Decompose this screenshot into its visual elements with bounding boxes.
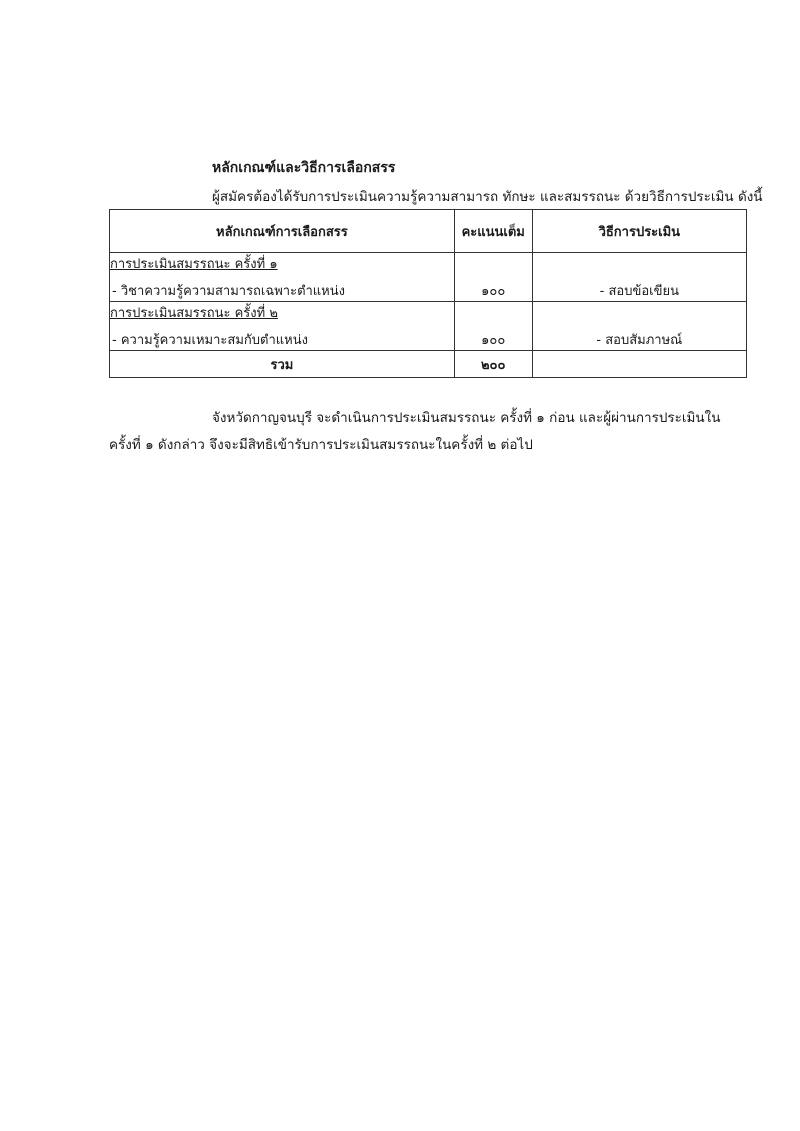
note-paragraph: [109, 405, 749, 459]
criteria-cell: [110, 253, 455, 302]
criteria-table: [109, 209, 747, 378]
header-method: วิธีการประเมิน: [532, 210, 746, 253]
total-score: ๒๐๐: [454, 351, 532, 378]
paragraph-line-2: ครั้งที่ ๑ ดังกล่าว จึงจะมีสิทธิเข้ารับการประเมินสมรรถนะในครั้งที่ ๒ ต่อไป: [109, 437, 533, 453]
header-score: คะแนนเต็ม: [454, 210, 532, 253]
method-cell: - สอบสัมภาษณ์: [532, 302, 746, 351]
criteria-cell: [110, 302, 455, 351]
round-title: การประเมินสมรรถนะ ครั้งที่ ๑: [110, 257, 278, 272]
method-cell: - สอบข้อเขียน: [532, 253, 746, 302]
round-title: การประเมินสมรรถนะ ครั้งที่ ๒: [110, 306, 278, 321]
table-total-row: [110, 351, 747, 378]
section-heading: หลักเกณฑ์และวิธีการเลือกสรร: [212, 160, 396, 176]
score-cell: ๑๐๐: [454, 302, 532, 351]
total-empty-cell: [532, 351, 746, 378]
round-item: - วิชาความรู้ความสามารถเฉพาะตำแหน่ง: [112, 284, 345, 299]
table-header-row: [110, 210, 747, 253]
paragraph-line-1: จังหวัดกาญจนบุรี จะดำเนินการประเมินสมรรถนะ ครั้งที่ ๑ ก่อน และผู้ผ่านการประเมินใน: [212, 410, 721, 426]
table-row: [110, 253, 747, 302]
section-intro: ผู้สมัครต้องได้รับการประเมินความรู้ความสามารถ ทักษะ และสมรรถนะ ด้วยวิธีการประเมิน ดังนี้: [212, 189, 763, 205]
table-row: [110, 302, 747, 351]
round-item: - ความรู้ความเหมาะสมกับตำแหน่ง: [112, 333, 308, 348]
score-cell: ๑๐๐: [454, 253, 532, 302]
total-label: รวม: [110, 351, 455, 378]
header-criteria: หลักเกณฑ์การเลือกสรร: [110, 210, 455, 253]
